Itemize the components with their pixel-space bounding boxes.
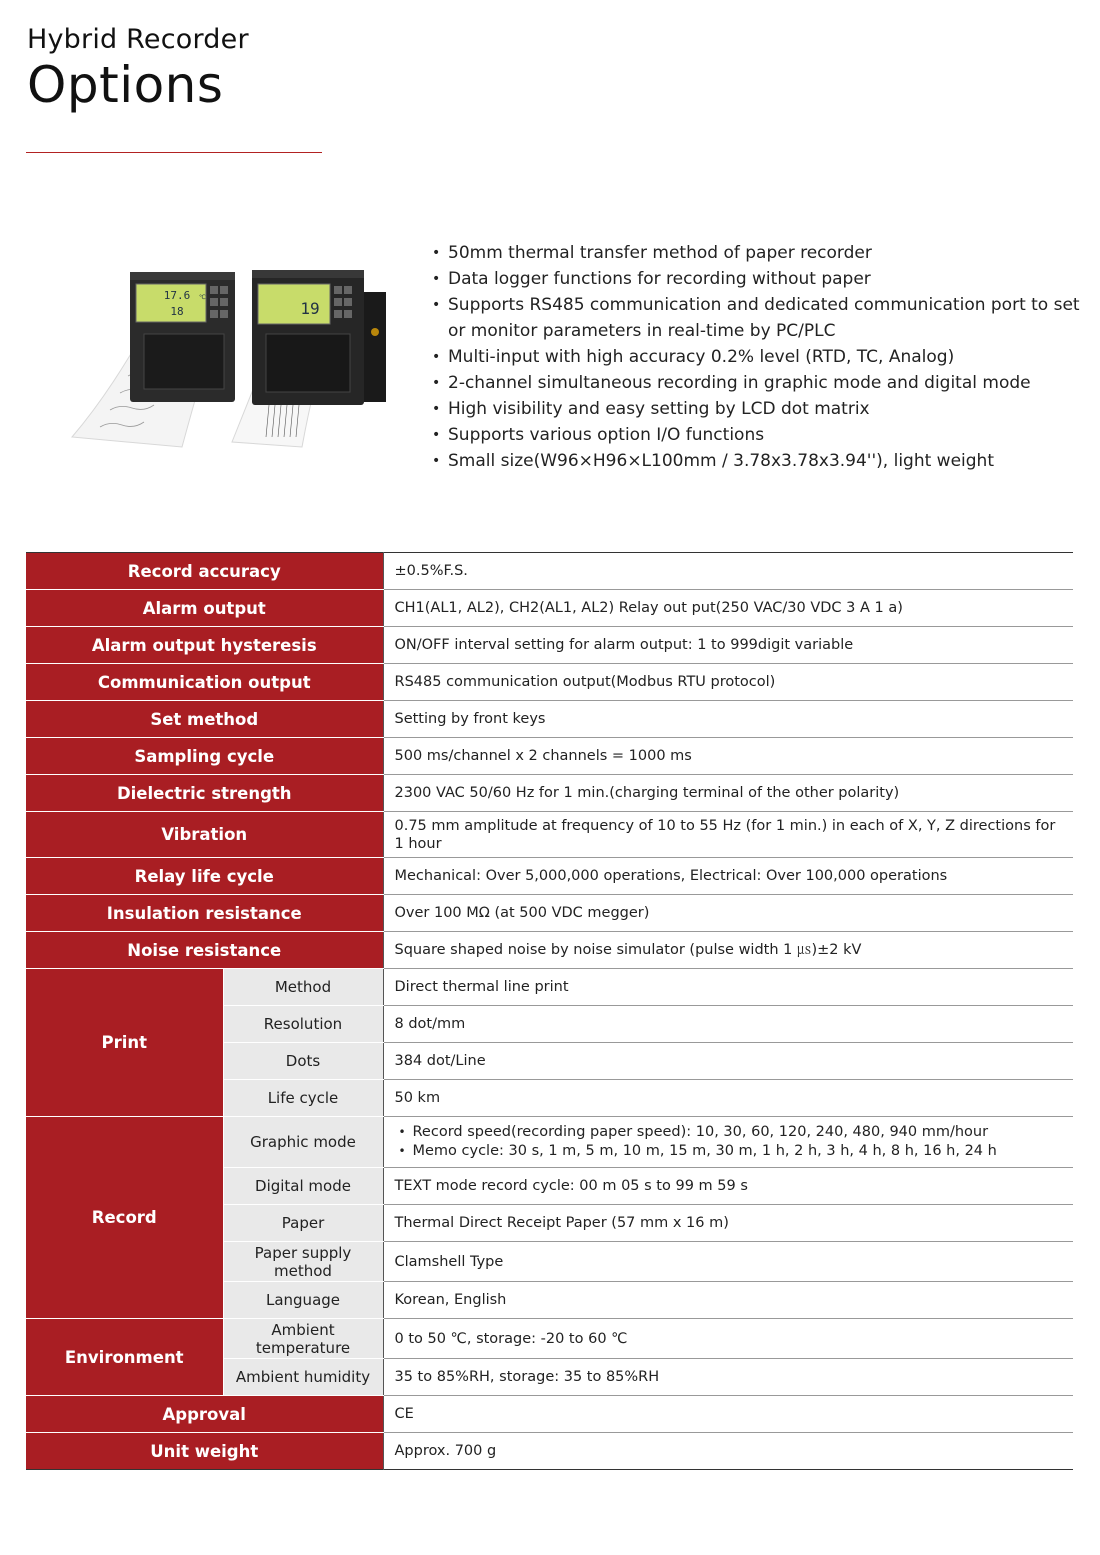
spec-sublabel: Digital mode: [223, 1168, 383, 1205]
spec-sublabel: Method: [223, 969, 383, 1006]
spec-table: [26, 552, 1073, 1470]
spec-label: Insulation resistance: [26, 895, 383, 932]
title-underline: [26, 152, 322, 153]
spec-sublabel: Paper supply method: [223, 1242, 383, 1282]
spec-sublabel: Resolution: [223, 1006, 383, 1043]
left-display-value1: 17.6: [163, 289, 191, 302]
table-row: [26, 664, 1073, 701]
page-title: Options: [27, 56, 224, 114]
table-row: [26, 775, 1073, 812]
feature-item: • Supports RS485 communication and dedicated communication port to set or monitor parameters in real-time by PC/PLC: [430, 292, 1080, 344]
page-header: [27, 22, 249, 114]
feature-item: • Small size(W96×H96×L100mm / 3.78x3.78x3.94''), light weight: [430, 448, 1080, 474]
table-row: [26, 1396, 1073, 1433]
table-row: [26, 1117, 1073, 1168]
table-row: [26, 701, 1073, 738]
list-item: • Memo cycle: 30 s, 1 m, 5 m, 10 m, 15 m, 30 m, 1 h, 2 h, 3 h, 4 h, 8 h, 16 h, 24 h: [395, 1142, 1060, 1161]
spec-label: Relay life cycle: [26, 858, 383, 895]
list-item: • Record speed(recording paper speed): 10, 30, 60, 120, 240, 480, 940 mm/hour: [395, 1123, 1060, 1142]
feature-item: • Data logger functions for recording without paper: [430, 266, 1080, 292]
spec-value: RS485 communication output(Modbus RTU protocol): [383, 664, 1073, 701]
spec-value: Direct thermal line print: [383, 969, 1073, 1006]
spec-value: Mechanical: Over 5,000,000 operations, Electrical: Over 100,000 operations: [383, 858, 1073, 895]
spec-value: 384 dot/Line: [383, 1043, 1073, 1080]
product-image: [62, 262, 412, 452]
spec-value: CE: [383, 1396, 1073, 1433]
spec-value-list: [383, 1117, 1073, 1168]
spec-value: Approx. 700 g: [394, 1443, 497, 1459]
group-label-record: Record: [26, 1117, 223, 1319]
spec-value: 8 dot/mm: [383, 1006, 1073, 1043]
spec-label: Set method: [26, 701, 383, 738]
spec-label: Alarm output: [26, 590, 383, 627]
spec-sublabel: Graphic mode: [223, 1117, 383, 1168]
spec-label: Vibration: [26, 812, 383, 858]
spec-value: CH1(AL1, AL2), CH2(AL1, AL2) Relay out put(250 VAC/30 VDC 3 A 1 a): [383, 590, 1073, 627]
spec-value: Korean, English: [383, 1282, 1073, 1319]
spec-value: Clamshell Type: [383, 1242, 1073, 1282]
group-label-print: Print: [26, 969, 223, 1117]
spec-label: Communication output: [26, 664, 383, 701]
feature-list: [430, 240, 1080, 474]
spec-value: Thermal Direct Receipt Paper (57 mm x 16 m): [383, 1205, 1073, 1242]
spec-value: 35 to 85%RH, storage: 35 to 85%RH: [383, 1359, 1073, 1396]
spec-sublabel: Language: [223, 1282, 383, 1319]
table-row: [26, 1319, 1073, 1359]
spec-label: Unit weight: [26, 1433, 383, 1470]
feature-item: • Supports various option I/O functions: [430, 422, 1080, 448]
spec-value: 2300 VAC 50/60 Hz for 1 min.(charging terminal of the other polarity): [383, 775, 1073, 812]
spec-label: Alarm output hysteresis: [26, 627, 383, 664]
spec-label: Approval: [26, 1396, 383, 1433]
spec-label: Record accuracy: [26, 553, 383, 590]
spec-sublabel: Ambient temperature: [223, 1319, 383, 1359]
spec-label: Dielectric strength: [26, 775, 383, 812]
table-row: [26, 1433, 1073, 1470]
table-row: [26, 812, 1073, 858]
table-row: [26, 627, 1073, 664]
table-row: [26, 932, 1073, 969]
spec-sublabel: Paper: [223, 1205, 383, 1242]
spec-value: 500 ms/channel x 2 channels = 1000 ms: [383, 738, 1073, 775]
left-display-unit: ℃: [199, 294, 206, 301]
spec-value: 0 to 50 ℃, storage: -20 to 60 ℃: [383, 1319, 1073, 1359]
spec-label: Noise resistance: [26, 932, 383, 969]
spec-sublabel: Dots: [223, 1043, 383, 1080]
spec-sublabel: Ambient humidity: [223, 1359, 383, 1396]
left-display-value2: 18: [170, 305, 184, 318]
spec-value: 50 km: [383, 1080, 1073, 1117]
table-row: [26, 858, 1073, 895]
feature-item: • 2-channel simultaneous recording in graphic mode and digital mode: [430, 370, 1080, 396]
spec-value: Over 100 MΩ (at 500 VDC megger): [383, 895, 1073, 932]
feature-item: • 50mm thermal transfer method of paper recorder: [430, 240, 1080, 266]
graphic-mode-list: [395, 1123, 1060, 1161]
table-row: [26, 590, 1073, 627]
group-label-environment: Environment: [26, 1319, 223, 1396]
spec-value: Setting by front keys: [383, 701, 1073, 738]
spec-value: ±0.5%F.S.: [383, 553, 1073, 590]
spec-value: ON/OFF interval setting for alarm output: 1 to 999digit variable: [383, 627, 1073, 664]
table-row: [26, 553, 1073, 590]
feature-item: • High visibility and easy setting by LCD dot matrix: [430, 396, 1080, 422]
spec-sublabel: Life cycle: [223, 1080, 383, 1117]
spec-value: TEXT mode record cycle: 00 m 05 s to 99 m 59 s: [383, 1168, 1073, 1205]
spec-label: Sampling cycle: [26, 738, 383, 775]
table-row: [26, 738, 1073, 775]
right-display-value: 19: [300, 299, 320, 318]
page-subtitle: Hybrid Recorder: [27, 24, 249, 55]
table-row: [26, 969, 1073, 1006]
spec-value: 0.75 mm amplitude at frequency of 10 to 55 Hz (for 1 min.) in each of X, Y, Z directions for 1 hour: [383, 812, 1073, 858]
table-row: [26, 895, 1073, 932]
feature-item: • Multi-input with high accuracy 0.2% level (RTD, TC, Analog): [430, 344, 1080, 370]
spec-value: Square shaped noise by noise simulator (pulse width 1 ㎲)±2 kV: [383, 932, 1073, 969]
